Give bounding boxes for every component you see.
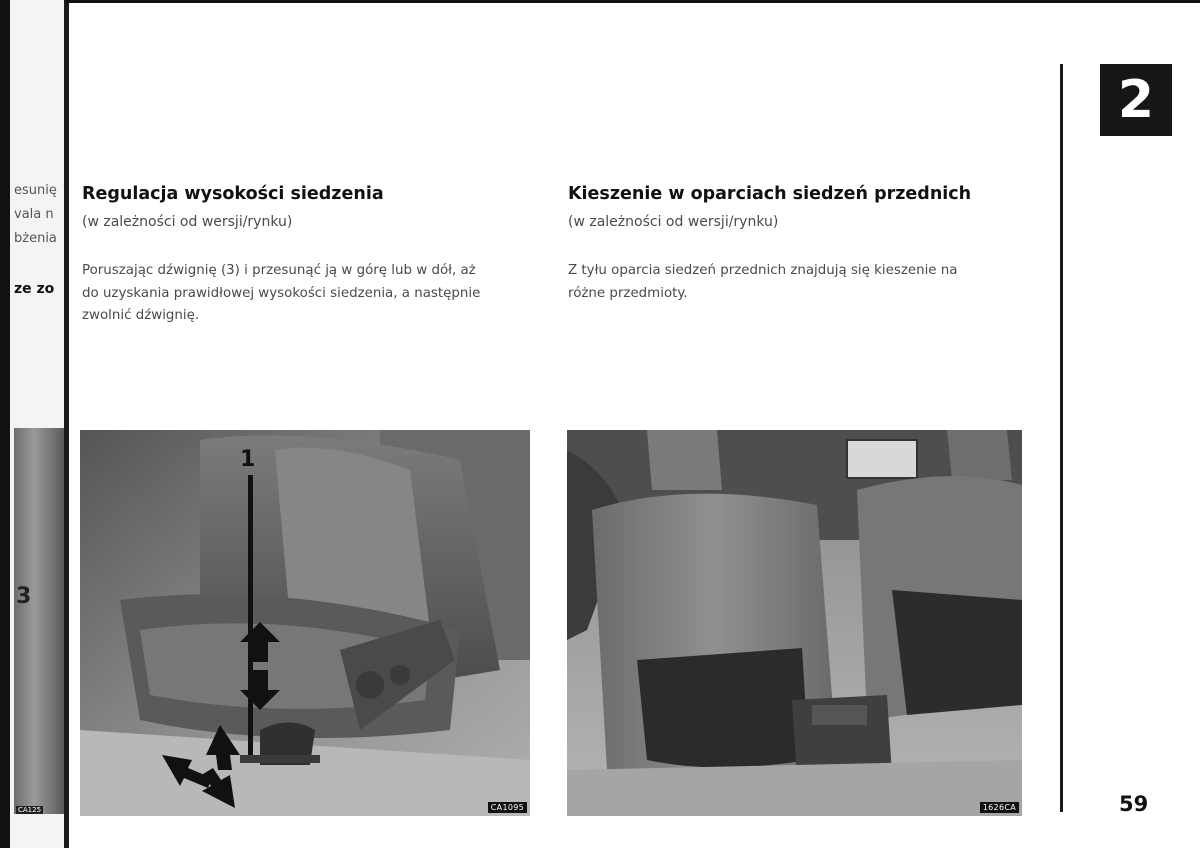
previous-page-photo xyxy=(14,428,64,814)
previous-page-text-line: bżenia xyxy=(14,231,57,246)
page-gutter xyxy=(64,0,69,848)
section-subtitle-seat-height: (w zależności od wersji/rynku) xyxy=(82,214,293,230)
previous-page-text-line: esunię xyxy=(14,183,57,198)
previous-photo-callout: 3 xyxy=(16,584,32,609)
body-line: zwolnić dźwignię. xyxy=(82,308,200,323)
body-line: Poruszając dźwignię (3) i przesunąć ją w górę lub w dół, aż xyxy=(82,263,476,278)
seat-height-photo xyxy=(80,430,530,816)
photo-callout-number: 1 xyxy=(240,447,256,472)
binding-edge xyxy=(0,0,10,848)
previous-page-heading-fragment: ze zo xyxy=(14,281,55,297)
section-body-seat-pockets xyxy=(568,260,1028,305)
body-line: Z tyłu oparcia siedzeń przednich znajdują się kieszenie na xyxy=(568,263,958,278)
chapter-tab: 2 xyxy=(1100,64,1172,136)
body-line: do uzyskania prawidłowej wysokości siedzenia, a następnie xyxy=(82,285,481,301)
body-line: różne przedmioty. xyxy=(568,285,688,301)
section-subtitle-seat-pockets: (w zależności od wersji/rynku) xyxy=(568,214,779,230)
page-number: 59 xyxy=(1119,792,1149,816)
top-rule xyxy=(66,0,1200,3)
section-title-seat-height: Regulacja wysokości siedzenia xyxy=(82,184,384,204)
photo-code: 1626CA xyxy=(980,802,1019,813)
previous-page-text-line: vala n xyxy=(14,207,54,222)
section-title-seat-pockets: Kieszenie w oparciach siedzeń przednich xyxy=(568,184,972,204)
photo-code: CA1095 xyxy=(488,802,527,813)
previous-photo-code: CA125 xyxy=(18,806,42,814)
section-body-seat-height xyxy=(82,260,532,328)
seat-pocket-photo xyxy=(567,430,1022,816)
chapter-divider-line xyxy=(1060,64,1063,812)
